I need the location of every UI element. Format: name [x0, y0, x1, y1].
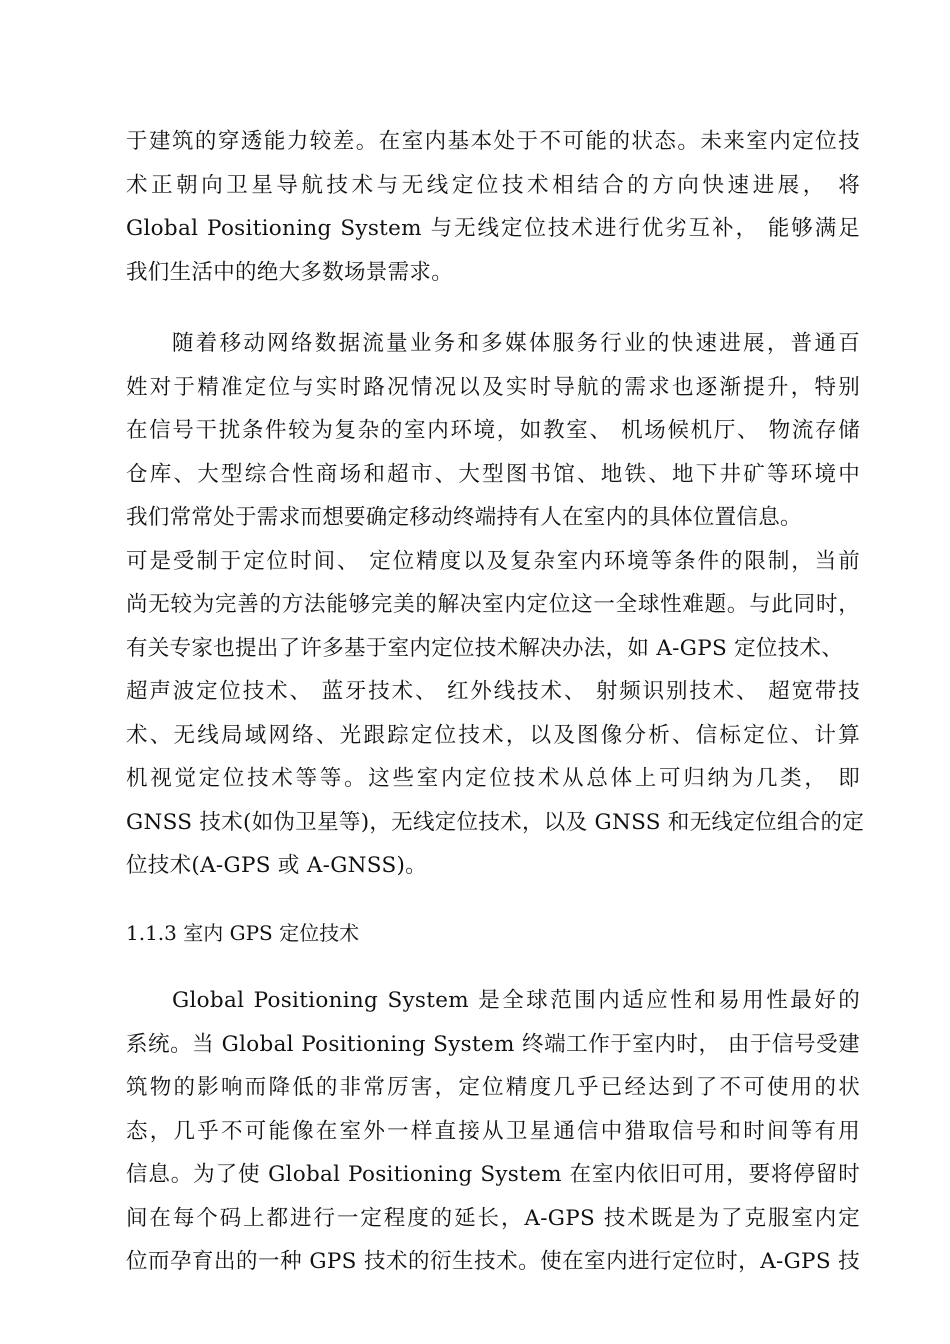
text-line: 间在每个码上都进行一定程度的延长，A-GPS 技术既是为了克服室内定 [126, 1205, 860, 1231]
text-line: 态，几乎不可能像在室外一样直接从卫星通信中猎取信号和时间等有用 [126, 1118, 860, 1144]
text-line: 我们常常处于需求而想要确定移动终端持有人在室内的具体位置信息。 [126, 505, 802, 530]
paragraph-mobile-demand [126, 322, 865, 888]
paragraph-indoor-gps [126, 979, 860, 1284]
text-line: 于建筑的穿透能力较差。在室内基本处于不可能的状态。未来室内定位技 [126, 129, 860, 154]
text-line: Global Positioning System 与无线定位技术进行优劣互补， 能够满足 [126, 216, 860, 241]
text-line: 在信号干扰条件较为复杂的室内环境，如教室、 机场候机厅、 物流存储 [126, 418, 860, 443]
text-line: 随着移动网络数据流量业务和多媒体服务行业的快速进展，普通百 [172, 331, 860, 356]
text-line: 仓库、大型综合性商场和超市、大型图书馆、地铁、地下井矿等环境中 [126, 461, 860, 487]
text-line: 有关专家也提出了许多基于室内定位技术解决办法，如 A-GPS 定位技术、 [126, 635, 844, 661]
body-text [126, 120, 865, 1284]
text-line: 超声波定位技术、 蓝牙技术、 红外线技术、 射频识别技术、 超宽带技 [126, 679, 860, 704]
text-line: 姓对于精准定位与实时路况情况以及实时导航的需求也逐渐提升，特别 [126, 374, 860, 400]
text-line: 术正朝向卫星导航技术与无线定位技术相结合的方向快速进展， 将 [126, 172, 860, 198]
text-line: 系统。当 Global Positioning System 终端工作于室内时， 由于信号受建 [126, 1031, 860, 1057]
text-line: 尚无较为完善的方法能够完美的解决室内定位这一全球性难题。与此同时， [126, 592, 860, 617]
paragraph-intro [126, 120, 860, 294]
text-line: 可是受制于定位时间、 定位精度以及复杂室内环境等条件的限制，当前 [126, 548, 860, 574]
text-line: 信息。为了使 Global Positioning System 在室内依旧可用，要将停留时 [126, 1162, 860, 1187]
text-line: Global Positioning System 是全球范围内适应性和易用性最好的 [172, 988, 860, 1013]
section-heading: 1.1.3 室内 GPS 定位技术 [126, 920, 360, 945]
text-line: 位而孕育出的一种 GPS 技术的衍生技术。使在室内进行定位时，A-GPS 技 [126, 1249, 860, 1274]
text-line: 我们生活中的绝大多数场景需求。 [126, 259, 454, 285]
text-line: GNSS 技术(如伪卫星等)，无线定位技术，以及 GNSS 和无线定位组合的定 [126, 809, 865, 835]
text-line: 筑物的影响而降低的非常厉害，定位精度几乎已经达到了不可使用的状 [126, 1075, 860, 1100]
text-line: 术、无线局域网络、光跟踪定位技术，以及图像分析、信标定位、计算 [126, 722, 860, 748]
text-line: 位技术(A-GPS 或 A-GNSS)。 [126, 853, 427, 878]
text-line: 机视觉定位技术等等。这些室内定位技术从总体上可归纳为几类， 即 [126, 766, 860, 791]
